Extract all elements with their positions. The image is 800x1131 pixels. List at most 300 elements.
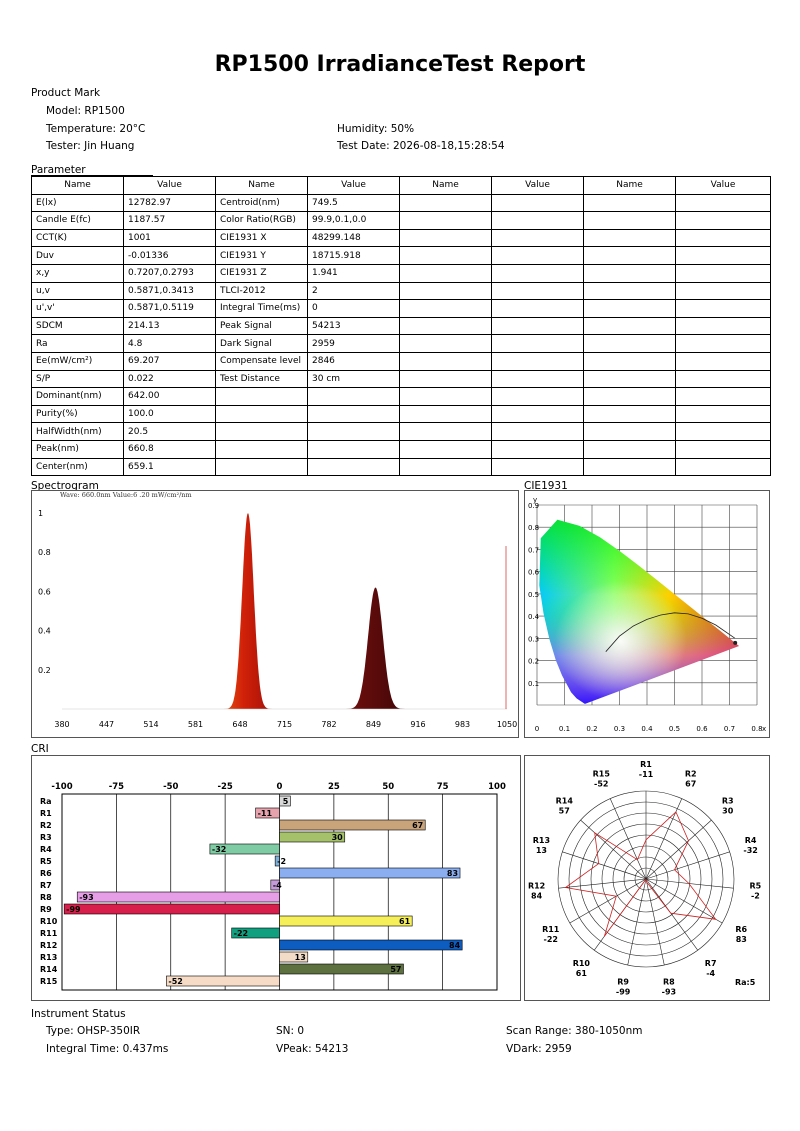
model-text: Model: RP1500 bbox=[46, 105, 125, 117]
cie-y-tick-label: 0.6 bbox=[528, 568, 540, 577]
cri-value-label: 13 bbox=[294, 953, 306, 962]
param-cell bbox=[400, 282, 492, 300]
spectrogram-frame bbox=[31, 490, 519, 738]
param-cell: 48299.148 bbox=[308, 229, 400, 247]
cri-category-label: R4 bbox=[40, 845, 52, 854]
cie-x-tick-label: 0.7 bbox=[723, 725, 736, 733]
param-cell bbox=[584, 440, 676, 458]
param-cell: CIE1931 Z bbox=[216, 264, 308, 282]
cri-x-tick-label: 0 bbox=[276, 782, 283, 792]
param-cell bbox=[584, 247, 676, 265]
param-cell bbox=[676, 194, 771, 212]
cri-bar-chart bbox=[32, 756, 520, 1000]
param-cell: Center(nm) bbox=[32, 458, 124, 476]
param-cell bbox=[584, 194, 676, 212]
param-cell: 4.8 bbox=[124, 335, 216, 353]
param-cell bbox=[216, 388, 308, 406]
param-cell: 2846 bbox=[308, 352, 400, 370]
spectrum-x-tick-label: 447 bbox=[98, 720, 115, 729]
cri-bar bbox=[166, 976, 279, 986]
param-cell: Candle E(fc) bbox=[32, 212, 124, 230]
radar-value-label: 67 bbox=[685, 779, 697, 789]
param-header-cell: Value bbox=[676, 177, 771, 195]
param-cell bbox=[676, 247, 771, 265]
radar-category-label: R5 bbox=[749, 881, 762, 891]
param-cell bbox=[308, 388, 400, 406]
param-cell bbox=[308, 423, 400, 441]
param-cell bbox=[400, 352, 492, 370]
param-cell bbox=[676, 335, 771, 353]
param-cell bbox=[492, 440, 584, 458]
spectrum-peak-1 bbox=[208, 513, 288, 709]
param-cell: CCT(K) bbox=[32, 229, 124, 247]
spectrum-y-tick-label: 1 bbox=[38, 509, 44, 518]
spectrum-x-tick-label: 715 bbox=[276, 720, 293, 729]
param-cell bbox=[400, 194, 492, 212]
spectrum-x-tick-label: 514 bbox=[143, 720, 159, 729]
param-cell bbox=[676, 317, 771, 335]
spectrogram-chart bbox=[32, 491, 518, 737]
cri-category-label: R11 bbox=[40, 929, 58, 938]
radar-value-label: 84 bbox=[531, 891, 543, 901]
cri-value-label: -4 bbox=[272, 881, 282, 890]
param-cell: Centroid(nm) bbox=[216, 194, 308, 212]
param-cell bbox=[492, 212, 584, 230]
param-cell bbox=[400, 229, 492, 247]
param-cell bbox=[400, 247, 492, 265]
param-cell bbox=[492, 282, 584, 300]
spectrogram-caption: Wave: 660.0nm Value:6 .20 mW/cm²/nm bbox=[60, 491, 192, 499]
cie-frame bbox=[524, 490, 770, 738]
param-cell: 749.5 bbox=[308, 194, 400, 212]
param-cell bbox=[584, 317, 676, 335]
radar-category-label: R9 bbox=[617, 977, 629, 987]
param-cell bbox=[216, 423, 308, 441]
radar-category-label: R7 bbox=[704, 958, 717, 968]
param-cell: Duv bbox=[32, 247, 124, 265]
radar-value-label: -4 bbox=[706, 968, 716, 978]
test-date-text: Test Date: 2026-08-18,15:28:54 bbox=[337, 140, 505, 152]
radar-value-label: -32 bbox=[743, 846, 758, 856]
param-cell bbox=[216, 440, 308, 458]
cri-bar bbox=[280, 868, 461, 878]
param-cell: u,v bbox=[32, 282, 124, 300]
cri-category-label: Ra bbox=[40, 797, 52, 806]
type-text: Type: OHSP-350IR bbox=[46, 1025, 141, 1037]
cri-value-label: -52 bbox=[168, 977, 183, 986]
param-cell bbox=[676, 282, 771, 300]
param-cell: 12782.97 bbox=[124, 194, 216, 212]
spectrum-x-tick-label: 849 bbox=[365, 720, 382, 729]
param-cell bbox=[308, 405, 400, 423]
cie-x-tick-label: 0.8 bbox=[751, 725, 763, 733]
cri-value-label: 84 bbox=[449, 941, 461, 950]
cri-category-label: R12 bbox=[40, 941, 58, 950]
param-cell: CIE1931 X bbox=[216, 229, 308, 247]
param-cell: 0 bbox=[308, 300, 400, 318]
spectrum-x-tick-label: 782 bbox=[321, 720, 337, 729]
param-cell bbox=[584, 335, 676, 353]
param-cell: Ra bbox=[32, 335, 124, 353]
cri-x-tick-label: 25 bbox=[327, 782, 340, 792]
param-cell: 2959 bbox=[308, 335, 400, 353]
cie-y-tick-label: 0.7 bbox=[528, 546, 540, 555]
cie-x-label: x bbox=[762, 725, 767, 733]
radar-category-label: R6 bbox=[735, 925, 748, 934]
param-cell: Dominant(nm) bbox=[32, 388, 124, 406]
param-cell: Peak Signal bbox=[216, 317, 308, 335]
param-cell bbox=[676, 388, 771, 406]
cie-heading: CIE1931 bbox=[524, 480, 568, 492]
sn-text: SN: 0 bbox=[276, 1025, 305, 1037]
cri-value-label: -99 bbox=[66, 905, 81, 914]
radar-category-label: R3 bbox=[721, 796, 734, 806]
param-cell: 18715.918 bbox=[308, 247, 400, 265]
param-cell: 0.5871,0.3413 bbox=[124, 282, 216, 300]
param-cell bbox=[584, 352, 676, 370]
report-title: RP1500 IrradianceTest Report bbox=[214, 52, 586, 77]
cri-x-tick-label: 100 bbox=[488, 782, 506, 792]
param-cell bbox=[400, 264, 492, 282]
cri-heading: CRI bbox=[31, 743, 49, 755]
param-cell: SDCM bbox=[32, 317, 124, 335]
param-row bbox=[32, 423, 771, 441]
param-cell bbox=[492, 194, 584, 212]
radar-category-label: R14 bbox=[555, 796, 573, 806]
param-row bbox=[32, 282, 771, 300]
param-cell bbox=[584, 423, 676, 441]
param-cell bbox=[676, 405, 771, 423]
cri-radar-frame bbox=[524, 755, 770, 1001]
cie-x-tick-label: 0.5 bbox=[668, 725, 681, 733]
param-header-cell: Name bbox=[400, 177, 492, 195]
cri-category-label: R15 bbox=[40, 977, 58, 986]
cie-y-tick-label: 0.2 bbox=[528, 657, 540, 666]
cri-value-label: -22 bbox=[233, 929, 249, 938]
radar-value-label: -99 bbox=[615, 987, 631, 997]
param-cell: TLCI-2012 bbox=[216, 282, 308, 300]
cri-value-label: 61 bbox=[399, 917, 411, 926]
param-row bbox=[32, 194, 771, 212]
radar-value-label: 83 bbox=[735, 935, 747, 944]
cri-value-label: -11 bbox=[257, 809, 273, 818]
integral-time-text: Integral Time: 0.437ms bbox=[46, 1043, 169, 1055]
param-cell bbox=[584, 212, 676, 230]
param-cell: 642.00 bbox=[124, 388, 216, 406]
param-cell bbox=[492, 388, 584, 406]
humidity-text: Humidity: 50% bbox=[337, 123, 415, 135]
radar-spoke bbox=[562, 852, 646, 879]
cri-x-tick-label: 50 bbox=[382, 782, 395, 792]
radar-category-label: R8 bbox=[663, 977, 675, 987]
radar-category-label: R4 bbox=[744, 836, 757, 846]
cri-value-label: 57 bbox=[390, 965, 402, 974]
radar-spoke bbox=[646, 852, 730, 879]
cri-category-label: R6 bbox=[40, 869, 52, 878]
cri-x-tick-label: -50 bbox=[163, 782, 179, 792]
radar-value-label: 13 bbox=[535, 846, 547, 856]
radar-spoke bbox=[581, 820, 646, 879]
cri-value-label: -32 bbox=[211, 845, 227, 854]
radar-value-label: -22 bbox=[543, 935, 558, 944]
spectrum-x-tick-label: 648 bbox=[232, 720, 248, 729]
param-header-cell: Value bbox=[492, 177, 584, 195]
param-cell: 660.8 bbox=[124, 440, 216, 458]
product-mark-heading: Product Mark bbox=[31, 87, 101, 99]
param-cell bbox=[676, 229, 771, 247]
radar-value-label: 57 bbox=[558, 806, 570, 816]
param-cell bbox=[400, 335, 492, 353]
param-cell bbox=[676, 423, 771, 441]
param-header-cell: Value bbox=[308, 177, 400, 195]
param-cell bbox=[492, 352, 584, 370]
temperature-text: Temperature: 20°C bbox=[46, 123, 146, 135]
param-cell bbox=[676, 212, 771, 230]
cie-x-tick-label: 0 bbox=[534, 725, 540, 733]
param-header-cell: Name bbox=[584, 177, 676, 195]
param-cell bbox=[584, 264, 676, 282]
radar-value-label: -11 bbox=[638, 770, 654, 779]
param-row bbox=[32, 247, 771, 265]
param-cell bbox=[400, 300, 492, 318]
param-cell: E(lx) bbox=[32, 194, 124, 212]
param-cell: CIE1931 Y bbox=[216, 247, 308, 265]
param-cell: 0.7207,0.2793 bbox=[124, 264, 216, 282]
param-header-cell: Name bbox=[216, 177, 308, 195]
param-cell bbox=[492, 317, 584, 335]
param-cell: 54213 bbox=[308, 317, 400, 335]
param-cell bbox=[492, 300, 584, 318]
cri-value-label: -2 bbox=[277, 857, 287, 866]
cie-y-tick-label: 0.3 bbox=[528, 635, 540, 644]
radar-category-label: R10 bbox=[572, 958, 590, 968]
cri-bar bbox=[280, 940, 463, 950]
cri-value-label: 67 bbox=[412, 821, 424, 830]
param-cell: Test Distance bbox=[216, 370, 308, 388]
radar-category-label: R13 bbox=[532, 836, 551, 846]
tester-text: Tester: Jin Huang bbox=[46, 140, 135, 152]
cie-y-tick-label: 0.4 bbox=[528, 613, 540, 622]
cie-y-tick-label: 0.1 bbox=[528, 679, 540, 688]
param-cell: 214.13 bbox=[124, 317, 216, 335]
cri-bar bbox=[64, 904, 279, 914]
param-cell bbox=[584, 458, 676, 476]
spectrum-peak-2 bbox=[336, 588, 416, 710]
param-cell: 2 bbox=[308, 282, 400, 300]
param-cell bbox=[492, 229, 584, 247]
param-cell: Dark Signal bbox=[216, 335, 308, 353]
radar-value-label: -93 bbox=[661, 987, 677, 997]
cri-x-tick-label: 75 bbox=[436, 782, 449, 792]
param-row bbox=[32, 458, 771, 476]
radar-category-label: R15 bbox=[592, 769, 610, 779]
param-cell bbox=[492, 405, 584, 423]
spectrum-y-tick-label: 0.2 bbox=[38, 665, 51, 675]
param-cell bbox=[216, 405, 308, 423]
cri-bar bbox=[280, 820, 426, 830]
param-cell bbox=[308, 458, 400, 476]
param-cell bbox=[400, 317, 492, 335]
vdark-text: VDark: 2959 bbox=[506, 1043, 572, 1055]
param-row bbox=[32, 370, 771, 388]
param-cell: 0.5871,0.5119 bbox=[124, 300, 216, 318]
instrument-heading: Instrument Status bbox=[31, 1008, 126, 1020]
cie-y-label: y bbox=[533, 496, 538, 504]
param-row bbox=[32, 388, 771, 406]
param-cell: 20.5 bbox=[124, 423, 216, 441]
param-cell bbox=[400, 458, 492, 476]
radar-value-label: -2 bbox=[750, 891, 760, 901]
param-cell: 1187.57 bbox=[124, 212, 216, 230]
radar-category-label: R2 bbox=[684, 769, 697, 779]
scan-range-text: Scan Range: 380-1050nm bbox=[506, 1025, 643, 1037]
param-cell bbox=[492, 264, 584, 282]
spectrum-x-tick-label: 983 bbox=[454, 720, 471, 729]
param-cell bbox=[400, 423, 492, 441]
cie-x-tick-label: 0.6 bbox=[696, 725, 708, 733]
cie-y-tick-label: 0.5 bbox=[528, 590, 540, 599]
param-cell bbox=[492, 370, 584, 388]
spectrum-x-tick-label: 581 bbox=[187, 720, 204, 729]
param-cell bbox=[400, 388, 492, 406]
param-cell bbox=[400, 440, 492, 458]
radar-category-label: R12 bbox=[527, 881, 546, 891]
param-cell bbox=[492, 458, 584, 476]
cri-x-tick-label: -25 bbox=[217, 782, 233, 792]
cri-bar bbox=[77, 892, 279, 902]
param-row bbox=[32, 335, 771, 353]
spectrum-y-tick-label: 0.8 bbox=[38, 548, 51, 558]
param-row bbox=[32, 352, 771, 370]
cie-y-tick-label: 0.8 bbox=[528, 524, 540, 533]
cri-bar-frame bbox=[31, 755, 521, 1001]
param-cell bbox=[676, 458, 771, 476]
param-cell bbox=[492, 335, 584, 353]
param-cell: 69.207 bbox=[124, 352, 216, 370]
parameter-heading: Parameter bbox=[31, 164, 86, 176]
cri-x-tick-label: -75 bbox=[108, 782, 125, 792]
param-cell: 0.022 bbox=[124, 370, 216, 388]
param-cell bbox=[400, 405, 492, 423]
param-cell bbox=[584, 229, 676, 247]
param-cell bbox=[492, 247, 584, 265]
param-cell: 659.1 bbox=[124, 458, 216, 476]
cri-category-label: R13 bbox=[40, 953, 58, 962]
param-cell bbox=[308, 440, 400, 458]
param-cell bbox=[676, 370, 771, 388]
param-cell bbox=[584, 370, 676, 388]
radar-category-label: R1 bbox=[640, 760, 652, 769]
cie-x-tick-label: 0.4 bbox=[641, 725, 653, 733]
param-cell: Compensate level bbox=[216, 352, 308, 370]
cie-y-tick-label: 0.9 bbox=[528, 502, 540, 510]
cri-category-label: R5 bbox=[40, 857, 52, 866]
param-cell: Ee(mW/cm²) bbox=[32, 352, 124, 370]
cie-x-tick-label: 0.1 bbox=[558, 725, 571, 733]
param-cell: HalfWidth(nm) bbox=[32, 423, 124, 441]
param-row bbox=[32, 212, 771, 230]
param-cell bbox=[584, 282, 676, 300]
cri-category-label: R2 bbox=[40, 821, 52, 830]
param-row bbox=[32, 317, 771, 335]
cri-category-label: R14 bbox=[40, 965, 58, 974]
radar-value-label: -52 bbox=[594, 779, 609, 789]
cri-category-label: R1 bbox=[40, 809, 52, 818]
param-row bbox=[32, 440, 771, 458]
cie-x-tick-label: 0.3 bbox=[613, 725, 626, 733]
spectrum-y-tick-label: 0.4 bbox=[38, 626, 51, 636]
param-cell: x,y bbox=[32, 264, 124, 282]
param-cell: 30 cm bbox=[308, 370, 400, 388]
param-cell bbox=[584, 300, 676, 318]
cri-value-label: 5 bbox=[282, 797, 289, 806]
param-row bbox=[32, 264, 771, 282]
param-cell: Peak(nm) bbox=[32, 440, 124, 458]
spectrum-x-tick-label: 1050 bbox=[496, 720, 518, 729]
cri-category-label: R8 bbox=[40, 893, 52, 902]
cri-category-label: R9 bbox=[40, 905, 52, 914]
spectrogram-heading: Spectrogram bbox=[31, 480, 99, 492]
param-header-cell: Value bbox=[124, 177, 216, 195]
param-row bbox=[32, 229, 771, 247]
cri-radar-chart bbox=[525, 756, 769, 1000]
radar-ra-label: Ra:5 bbox=[735, 978, 756, 987]
param-header-cell: Name bbox=[32, 177, 124, 195]
param-row bbox=[32, 300, 771, 318]
cie-chart bbox=[525, 491, 769, 737]
cri-category-label: R3 bbox=[40, 833, 52, 842]
param-cell: 1.941 bbox=[308, 264, 400, 282]
cri-value-label: 30 bbox=[331, 833, 343, 842]
cri-value-label: 83 bbox=[446, 869, 459, 878]
cri-category-label: R10 bbox=[40, 917, 58, 926]
radar-value-label: 61 bbox=[575, 968, 587, 978]
param-cell bbox=[676, 440, 771, 458]
parameter-table bbox=[31, 176, 771, 476]
vpeak-text: VPeak: 54213 bbox=[276, 1043, 349, 1055]
param-cell bbox=[584, 405, 676, 423]
spectrum-x-tick-label: 380 bbox=[54, 720, 70, 729]
param-cell: Color Ratio(RGB) bbox=[216, 212, 308, 230]
cie-point bbox=[733, 641, 737, 645]
spectrum-y-tick-label: 0.6 bbox=[38, 587, 51, 597]
radar-spoke bbox=[646, 820, 711, 879]
param-row bbox=[32, 405, 771, 423]
param-cell bbox=[584, 388, 676, 406]
param-cell: Integral Time(ms) bbox=[216, 300, 308, 318]
param-cell bbox=[400, 370, 492, 388]
cri-category-label: R7 bbox=[40, 881, 52, 890]
param-cell bbox=[676, 300, 771, 318]
param-cell: u',v' bbox=[32, 300, 124, 318]
radar-category-label: R11 bbox=[542, 925, 560, 934]
param-cell: 100.0 bbox=[124, 405, 216, 423]
cri-value-label: -93 bbox=[79, 893, 94, 902]
spectrum-x-tick-label: 916 bbox=[410, 720, 426, 729]
param-cell: S/P bbox=[32, 370, 124, 388]
cri-bar bbox=[280, 916, 413, 926]
param-cell: 99.9,0.1,0.0 bbox=[308, 212, 400, 230]
param-cell: Purity(%) bbox=[32, 405, 124, 423]
param-cell bbox=[400, 212, 492, 230]
cri-bar bbox=[280, 964, 404, 974]
param-cell bbox=[676, 264, 771, 282]
param-cell bbox=[492, 423, 584, 441]
cie-x-tick-label: 0.2 bbox=[586, 725, 598, 733]
param-cell bbox=[676, 352, 771, 370]
radar-value-label: 30 bbox=[722, 806, 734, 816]
param-cell: -0.01336 bbox=[124, 247, 216, 265]
